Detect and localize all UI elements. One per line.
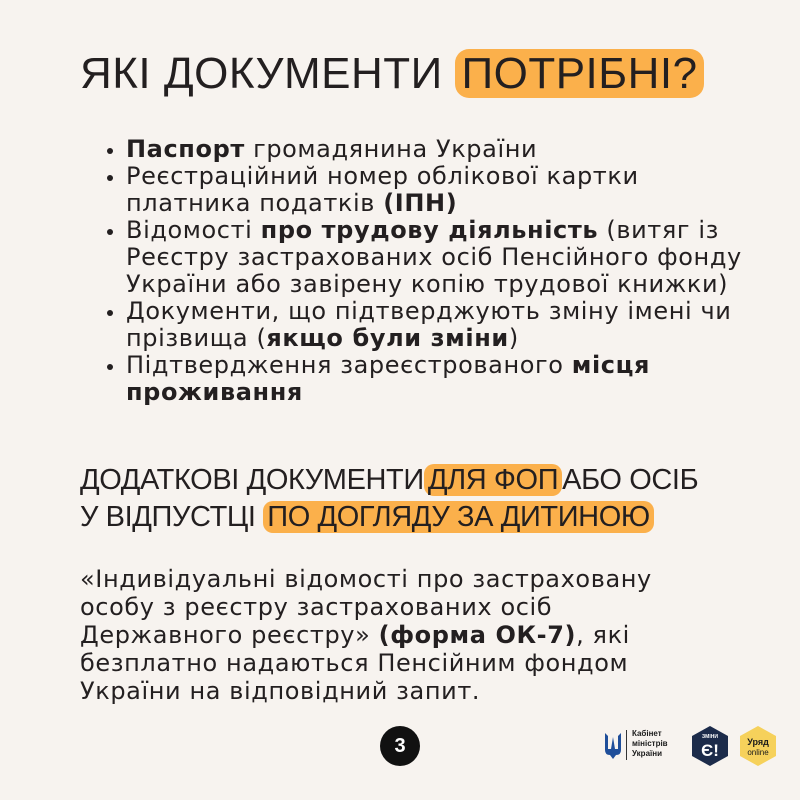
subtitle-text: ДОДАТКОВІ ДОКУМЕНТИ — [80, 464, 424, 496]
title-plain: ЯКІ ДОКУМЕНТИ — [80, 49, 456, 98]
subtitle-text: У ВІДПУСТЦІ — [80, 501, 256, 533]
list-item-text: Документи, що підтверджують зміну імені чи прізвища ( — [126, 297, 732, 352]
list-item-text: громадянина України — [244, 135, 538, 163]
list-item-bold: про трудову діяльність — [260, 216, 599, 244]
cabinet-line-3: України — [632, 749, 663, 758]
zminy-small-text: ЗМІНИ — [702, 734, 718, 740]
list-item-bold: (ІПН) — [383, 189, 458, 217]
list-item — [126, 163, 766, 217]
list-item-text: ) — [508, 324, 519, 352]
quote-paragraph — [80, 565, 720, 705]
subtitle-line-1 — [80, 462, 698, 499]
quote-text: , які безплатно надаються Пенсійним фондом України на відповідний запит. — [80, 621, 630, 705]
zminy-logo-icon — [688, 724, 732, 768]
cabinet-line-2: міністрів — [632, 739, 668, 748]
subtitle-highlight: ДЛЯ ФОП — [424, 464, 562, 496]
list-item-text: (витяг із Реєстру застрахованих осіб Пенсійного фонду України або завірену копію трудової книжки) — [126, 216, 742, 298]
list-item-text: Відомості — [126, 216, 261, 244]
list-item — [126, 298, 766, 352]
documents-list — [98, 136, 766, 406]
title-highlight: ПОТРІБНІ? — [455, 49, 703, 98]
zminy-big-text: Є! — [701, 741, 719, 760]
subtitle-text: АБО ОСІБ — [562, 464, 699, 496]
logo-divider — [626, 730, 627, 760]
quote-text: «Індивідуальні відомості про застраховану особу з реєстру застрахованих осіб Державного реєстру» — [80, 565, 652, 649]
logos-footer — [600, 718, 780, 774]
list-item-bold: Паспорт — [126, 135, 245, 163]
list-item-text: Реєстраційний номер облікової картки платника податків — [126, 162, 639, 217]
page-number-badge: 3 — [380, 726, 420, 766]
uryad-online-logo-icon — [736, 724, 780, 768]
list-item — [126, 217, 766, 298]
uryad-line-2: online — [747, 748, 769, 757]
page-title — [80, 44, 704, 104]
trident-icon — [604, 730, 622, 760]
cabinet-line-1: Кабінет — [632, 729, 662, 738]
uryad-line-1: Уряд — [747, 737, 769, 747]
list-item — [126, 136, 766, 163]
quote-bold: (форма ОК-7) — [378, 621, 577, 649]
subtitle-highlight: ПО ДОГЛЯДУ ЗА ДИТИНОЮ — [263, 501, 654, 533]
list-item — [126, 352, 766, 406]
subtitle-line-2 — [80, 499, 698, 536]
list-item-text: Підтвердження зареєстрованого — [126, 351, 572, 379]
subtitle — [80, 462, 698, 536]
list-item-bold: якщо були зміни — [266, 324, 509, 352]
list-item-bold: місця проживання — [126, 351, 651, 406]
cabinet-ministers-logo-text — [632, 729, 668, 759]
